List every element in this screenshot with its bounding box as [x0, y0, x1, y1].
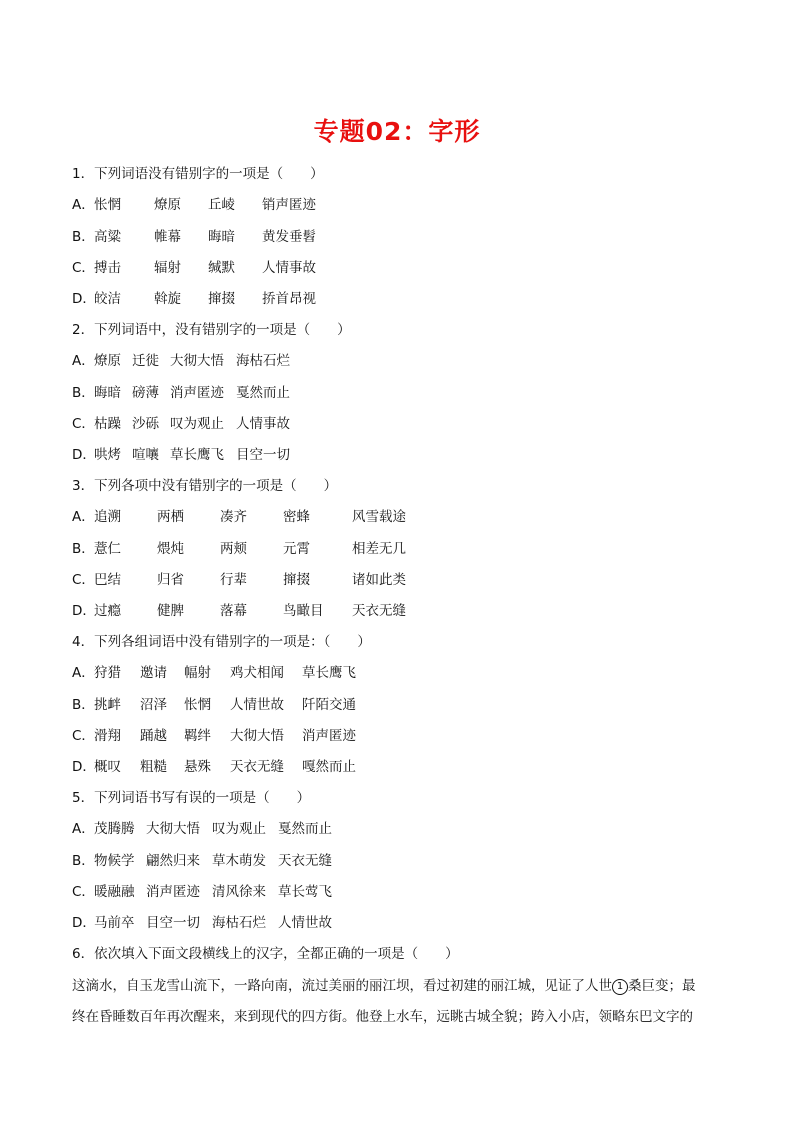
option-word: 喧嚷 [132, 447, 159, 463]
question-1-option-b [72, 227, 316, 247]
question-4-option-b [72, 695, 356, 715]
option-word: 沙砾 [132, 416, 159, 432]
option-word: 海枯石烂 [212, 915, 266, 931]
option-word: 消声匿迹 [170, 385, 224, 401]
question-6-stem: 6．依次填入下面文段横线上的汉字，全都正确的一项是（ ） [72, 946, 459, 962]
option-word: 戛然而止 [278, 821, 332, 837]
option-word: 风雪载途 [352, 509, 406, 525]
option-word: 邀请 [140, 665, 167, 681]
option-label: C． [72, 884, 95, 900]
option-word: 大彻大悟 [146, 821, 200, 837]
question-3-option-c [72, 570, 406, 590]
option-word: 两栖 [157, 509, 184, 525]
option-word: 迁徙 [132, 353, 159, 369]
option-word: 人情世故 [230, 697, 284, 713]
option-word: 沼泽 [140, 697, 167, 713]
option-word: 幅射 [184, 665, 211, 681]
question-3-option-d [72, 601, 406, 621]
option-word: 踊越 [140, 728, 167, 744]
option-word: 天衣无缝 [278, 853, 332, 869]
option-word: 挑衅 [94, 697, 121, 713]
question-5-option-b [72, 851, 332, 871]
question-2-stem: 2．下列词语中，没有错别字的一项是（ ） [72, 322, 351, 338]
question-3-stem: 3．下列各项中没有错别字的一项是（ ） [72, 478, 338, 494]
option-label: B． [72, 541, 95, 557]
option-word: 辐射 [154, 260, 181, 276]
question-2-option-a [72, 351, 290, 371]
option-label: C． [72, 728, 95, 744]
option-word: 元霄 [283, 541, 310, 557]
question-1-option-c [72, 258, 316, 278]
option-word: 狩猎 [94, 665, 121, 681]
option-word: 相差无几 [352, 541, 406, 557]
option-word: 怅惘 [184, 697, 211, 713]
option-word: 密蜂 [283, 509, 310, 525]
option-word: 挢首昂视 [262, 291, 316, 307]
option-label: A． [72, 821, 95, 837]
option-word: 天衣无缝 [230, 759, 284, 775]
option-word: 目空一切 [146, 915, 200, 931]
option-word: 诸如此类 [352, 572, 406, 588]
option-word: 磅薄 [132, 385, 159, 401]
option-label: C． [72, 260, 95, 276]
option-word: 人情事故 [236, 416, 290, 432]
option-word: 高粱 [94, 229, 121, 245]
option-word: 晦暗 [94, 385, 121, 401]
question-1-option-d [72, 289, 316, 309]
option-word: 草长莺飞 [278, 884, 332, 900]
question-4-stem: 4．下列各组词语中没有错别字的一项是：（ ） [72, 634, 371, 650]
option-word: 缄默 [208, 260, 235, 276]
option-label: B． [72, 385, 95, 401]
question-5-option-a [72, 819, 332, 839]
passage-text: 桑巨变；最 [628, 978, 696, 994]
option-word: 海枯石烂 [236, 353, 290, 369]
option-word: 斡旋 [154, 291, 181, 307]
question-4-option-a [72, 663, 356, 683]
option-word: 滑翔 [94, 728, 121, 744]
option-label: C． [72, 572, 95, 588]
option-word: 阡陌交通 [302, 697, 356, 713]
option-word: 追溯 [94, 509, 121, 525]
question-6-passage-line-1 [72, 976, 724, 996]
option-word: 天衣无缝 [352, 603, 406, 619]
option-word: 悬殊 [184, 759, 211, 775]
option-word: 草长鹰飞 [170, 447, 224, 463]
option-word: 过瘾 [94, 603, 121, 619]
option-word: 皎洁 [94, 291, 121, 307]
option-word: 物候学 [94, 853, 135, 869]
option-word: 行辈 [220, 572, 247, 588]
option-label: D． [72, 915, 96, 931]
question-4-option-c [72, 726, 356, 746]
option-word: 撺掇 [283, 572, 310, 588]
option-word: 大彻大悟 [230, 728, 284, 744]
option-word: 枯躁 [94, 416, 121, 432]
question-1-option-a [72, 195, 316, 215]
option-word: 草木萌发 [212, 853, 266, 869]
option-word: 落幕 [220, 603, 247, 619]
question-6-passage-line-2: 终在昏睡数百年再次醒来，来到现代的四方街。他登上水车，远眺古城全貌；跨入小店，领略东巴文字的 [72, 1009, 693, 1025]
option-word: 丘崚 [208, 197, 235, 213]
option-word: 鸟瞰目 [283, 603, 324, 619]
option-word: 羁绊 [184, 728, 211, 744]
option-word: 晦暗 [208, 229, 235, 245]
option-word: 凑齐 [220, 509, 247, 525]
option-word: 清风徐来 [212, 884, 266, 900]
option-label: D． [72, 759, 96, 775]
option-label: A． [72, 353, 95, 369]
question-3-option-b [72, 539, 406, 559]
blank-marker-number: 1 [616, 981, 624, 992]
option-word: 人情事故 [262, 260, 316, 276]
option-word: 燎原 [154, 197, 181, 213]
option-word: 帷幕 [154, 229, 181, 245]
question-1-stem: 1．下列词语没有错别字的一项是（ ） [72, 166, 324, 182]
question-5-option-d [72, 913, 332, 933]
option-word: 大彻大悟 [170, 353, 224, 369]
option-word: 消声匿迹 [146, 884, 200, 900]
option-label: B． [72, 853, 95, 869]
page-title: 专题02：字形 [313, 117, 481, 146]
option-word: 两颊 [220, 541, 247, 557]
option-word: 燎原 [94, 353, 121, 369]
option-word: 目空一切 [236, 447, 290, 463]
passage-text: 这滴水，自玉龙雪山流下，一路向南，流过美丽的丽江坝，看过初建的丽江城，见证了人世 [72, 978, 612, 994]
option-label: D． [72, 603, 96, 619]
question-2-option-c [72, 414, 290, 434]
question-2-option-d [72, 445, 290, 465]
question-5-stem: 5．下列词语书写有误的一项是（ ） [72, 790, 311, 806]
option-word: 鸡犬相闻 [230, 665, 284, 681]
option-word: 马前卒 [94, 915, 135, 931]
option-word: 茂腾腾 [94, 821, 135, 837]
option-word: 薏仁 [94, 541, 121, 557]
option-label: A． [72, 665, 95, 681]
option-word: 哄烤 [94, 447, 121, 463]
option-label: B． [72, 697, 95, 713]
option-label: D． [72, 447, 96, 463]
question-4-option-d [72, 757, 356, 777]
option-word: 叹为观止 [170, 416, 224, 432]
option-word: 戛然而止 [236, 385, 290, 401]
option-word: 翩然归来 [146, 853, 200, 869]
option-word: 粗糙 [140, 759, 167, 775]
option-word: 嘎然而止 [302, 759, 356, 775]
option-word: 草长鹰飞 [302, 665, 356, 681]
question-5-option-c [72, 882, 332, 902]
option-word: 黄发垂髫 [262, 229, 316, 245]
option-label: D． [72, 291, 96, 307]
option-word: 健脾 [157, 603, 184, 619]
option-label: B． [72, 229, 95, 245]
option-word: 巴结 [94, 572, 121, 588]
question-2-option-b [72, 383, 290, 403]
option-word: 人情世故 [278, 915, 332, 931]
option-word: 暖融融 [94, 884, 135, 900]
option-word: 煨炖 [157, 541, 184, 557]
option-word: 概叹 [94, 759, 121, 775]
option-word: 搏击 [94, 260, 121, 276]
option-word: 消声匿迹 [302, 728, 356, 744]
question-3-option-a [72, 507, 406, 527]
option-label: A． [72, 509, 95, 525]
option-label: C． [72, 416, 95, 432]
option-word: 撺掇 [208, 291, 235, 307]
option-word: 怅惘 [94, 197, 121, 213]
option-word: 销声匿迹 [262, 197, 316, 213]
blank-marker-1 [612, 979, 628, 995]
option-word: 叹为观止 [212, 821, 266, 837]
option-word: 归省 [157, 572, 184, 588]
option-label: A． [72, 197, 95, 213]
